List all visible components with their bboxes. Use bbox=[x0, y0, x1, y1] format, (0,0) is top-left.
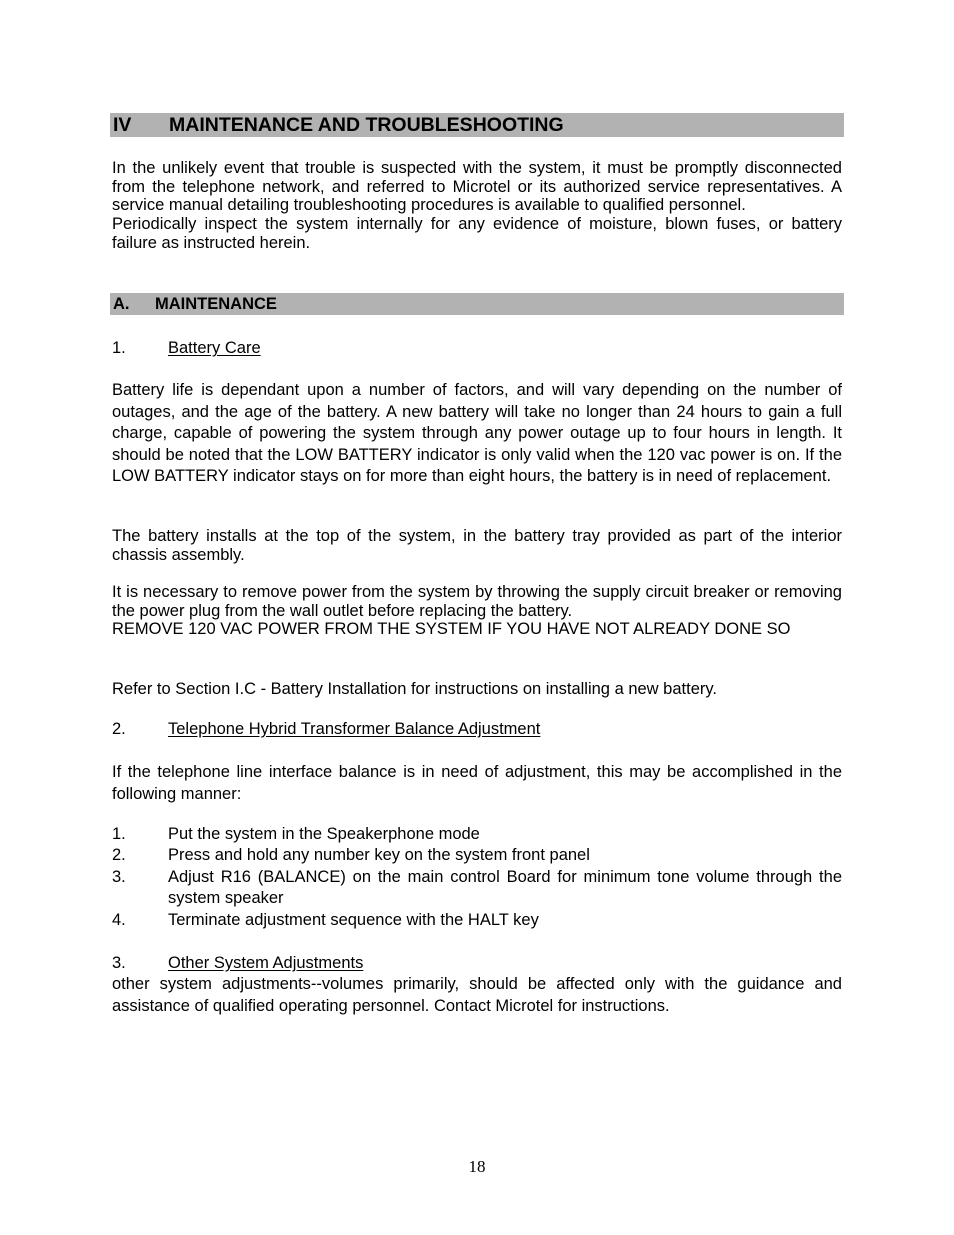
list-item bbox=[112, 910, 842, 931]
list-item-text: Terminate adjustment sequence with the HALT key bbox=[168, 911, 539, 929]
intro-text-1: In the unlikely event that trouble is suspected with the system, it must be promptly disconnected from the telephone network, and referred to Microtel or its authorized service representatives. A service manual detailing troubleshooting procedures is available to qualified personnel. bbox=[112, 159, 842, 215]
list-item-number: 1. bbox=[112, 825, 126, 843]
list-item-text: Adjust R16 (BALANCE) on the main control Board for minimum tone volume through the system speaker bbox=[168, 868, 842, 907]
subsection-title: MAINTENANCE bbox=[155, 294, 277, 313]
power-warning-text: REMOVE 120 VAC POWER FROM THE SYSTEM IF YOU HAVE NOT ALREADY DONE SO bbox=[112, 620, 791, 639]
list-item-text: Put the system in the Speakerphone mode bbox=[168, 825, 480, 843]
battery-install-paragraph: The battery installs at the top of the system, in the battery tray provided as part of the interior chassis assembly. bbox=[112, 527, 842, 564]
list-item-text: Press and hold any number key on the system front panel bbox=[168, 846, 590, 864]
item-title: Other System Adjustments bbox=[168, 954, 364, 972]
item-number: 1. bbox=[112, 339, 126, 357]
list-item-number: 2. bbox=[112, 846, 126, 864]
battery-power-paragraph bbox=[112, 583, 842, 639]
list-item bbox=[112, 845, 842, 866]
section-iv-header bbox=[110, 113, 844, 137]
section-number: IV bbox=[113, 113, 132, 136]
intro-text-2: Periodically inspect the system internally for any evidence of moisture, blown fuses, or battery failure as instructed herein. bbox=[112, 215, 842, 252]
item-title: Telephone Hybrid Transformer Balance Adjustment bbox=[168, 720, 541, 738]
hybrid-intro-paragraph: If the telephone line interface balance is in need of adjustment, this may be accomplished in the following manner: bbox=[112, 763, 842, 803]
section-title: MAINTENANCE AND TROUBLESHOOTING bbox=[169, 113, 564, 136]
hybrid-heading bbox=[112, 719, 842, 740]
item-number: 3. bbox=[112, 954, 126, 972]
subsection-number: A. bbox=[113, 294, 130, 313]
battery-life-paragraph: Battery life is dependant upon a number of factors, and will vary depending on the number of outages, and the age of the battery. A new battery will take no longer than 24 hours to gain a full charge, capable of powering the system through any power outage up to four hours in length. It should be noted that the LOW BATTERY indicator is only valid when the 120 vac power is on. If the LOW BATTERY indicator stays on for more than eight hours, the battery is in need of replacement. bbox=[112, 381, 842, 485]
list-item-number: 4. bbox=[112, 911, 126, 929]
power-removal-text: It is necessary to remove power from the system by throwing the supply circuit breaker or removing the power plug from the wall outlet before replacing the battery. bbox=[112, 583, 842, 620]
item-title: Battery Care bbox=[168, 339, 261, 357]
list-item-number: 3. bbox=[112, 868, 126, 886]
section-a-header bbox=[110, 293, 844, 315]
page-number: 18 bbox=[468, 1157, 486, 1176]
other-adjustments-paragraph: other system adjustments--volumes primarily, should be affected only with the guidance and assistance of qualified operating personnel. Contact Microtel for instructions. bbox=[112, 975, 842, 1015]
intro-paragraph bbox=[112, 159, 842, 253]
list-item bbox=[112, 867, 842, 909]
other-adjustments-heading bbox=[112, 953, 842, 974]
item-number: 2. bbox=[112, 720, 126, 738]
list-item bbox=[112, 824, 842, 845]
battery-reference-paragraph: Refer to Section I.C - Battery Installation for instructions on installing a new battery. bbox=[112, 680, 717, 698]
battery-care-heading bbox=[112, 338, 842, 359]
